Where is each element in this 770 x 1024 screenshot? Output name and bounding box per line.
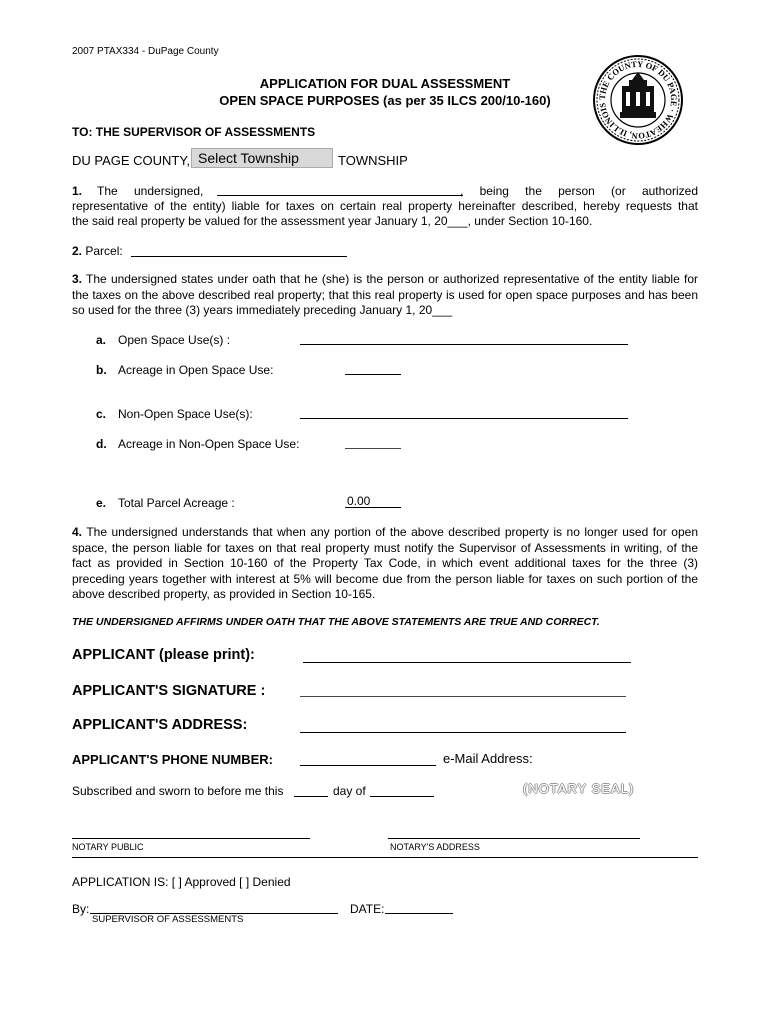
non-open-space-acreage-label: Acreage in Non-Open Space Use: bbox=[118, 437, 300, 451]
parcel-line[interactable] bbox=[131, 256, 347, 257]
sworn-text: Subscribed and sworn to before me this bbox=[72, 784, 284, 798]
total-acreage-label: Total Parcel Acreage : bbox=[118, 496, 235, 510]
total-acreage-line[interactable] bbox=[345, 507, 401, 508]
sworn-month-line[interactable] bbox=[370, 796, 434, 797]
item1-line3: the said real property be valued for the assessment year January 1, 20___, under Section 10-160. bbox=[72, 214, 593, 228]
applicant-phone-line[interactable] bbox=[300, 765, 436, 766]
page-title: APPLICATION FOR DUAL ASSESSMENT bbox=[259, 76, 511, 91]
township-select[interactable]: Select Township bbox=[191, 148, 333, 168]
sworn-day-line[interactable] bbox=[294, 796, 328, 797]
seal-lettering: THE COUNTY OF DU PAGE · WHEATON, ILLINOIS bbox=[596, 58, 680, 142]
date-label: DATE: bbox=[350, 902, 385, 916]
to-supervisor: TO: THE SUPERVISOR OF ASSESSMENTS bbox=[72, 125, 316, 139]
notary-address-label: NOTARY'S ADDRESS bbox=[390, 842, 480, 852]
open-space-acreage-line[interactable] bbox=[345, 374, 401, 375]
open-space-use-label: Open Space Use(s) : bbox=[118, 333, 231, 347]
item3-paragraph: 3. The undersigned states under oath that he (she) is the person or authorized representative of the entity liable for the taxes on the above described real property; that this real property is used for open space purposes and has been so used for the three (3) years immediately preceding January 1, 20___ bbox=[72, 272, 698, 317]
parcel-label: 2. Parcel: bbox=[72, 244, 123, 258]
applicant-print-label: APPLICANT (please print): bbox=[72, 647, 255, 663]
applicant-address-label: APPLICANT'S ADDRESS: bbox=[72, 717, 248, 733]
notary-public-label: NOTARY PUBLIC bbox=[72, 842, 144, 852]
supervisor-label: SUPERVISOR OF ASSESSMENTS bbox=[92, 914, 244, 925]
non-open-space-use-label: Non-Open Space Use(s): bbox=[118, 407, 253, 421]
affirmation: THE UNDERSIGNED AFFIRMS UNDER OATH THAT THE ABOVE STATEMENTS ARE TRUE AND CORRECT. bbox=[72, 616, 600, 628]
county-seal-icon bbox=[592, 54, 684, 146]
item1-line2: representative of the entity) liable for taxes on certain real property hereinafter described, hereby requests that bbox=[72, 199, 698, 213]
by-label: By: bbox=[72, 902, 90, 916]
open-space-use-line[interactable] bbox=[300, 344, 628, 345]
item4-paragraph: 4. The undersigned understands that when any portion of the above described property is no longer used for open space, the person liable for taxes on that real property must notify the Supervisor of Assessments in writing, of the fact as provided in Section 10-160 of the Property Tax Code, in which event additional taxes for the three (3) preceding years together with interest at 5% will become due from the person liable for taxes on such portion of the above described property, as provided in Section 10-165. bbox=[72, 525, 698, 601]
notary-address-line[interactable] bbox=[388, 838, 640, 839]
email-label: e-Mail Address: bbox=[443, 751, 533, 766]
notary-public-line[interactable] bbox=[72, 838, 310, 839]
item1-line1: 1. The undersigned, , being the person (or authorized bbox=[72, 184, 698, 198]
applicant-signature-line[interactable] bbox=[300, 696, 626, 697]
county-prefix: DU PAGE COUNTY, bbox=[72, 153, 190, 168]
total-acreage-value: 0.00 bbox=[347, 494, 371, 508]
applicant-print-line[interactable] bbox=[303, 662, 631, 663]
open-space-acreage-label: Acreage in Open Space Use: bbox=[118, 363, 274, 377]
item1-num: 1. bbox=[72, 184, 83, 198]
form-id: 2007 PTAX334 - DuPage County bbox=[72, 46, 219, 57]
non-open-space-use-line[interactable] bbox=[300, 418, 628, 419]
date-line[interactable] bbox=[385, 913, 453, 914]
page-subtitle: OPEN SPACE PURPOSES (as per 35 ILCS 200/10-160) bbox=[219, 93, 551, 108]
divider bbox=[72, 857, 698, 858]
notary-seal-label: (NOTARY SEAL) bbox=[523, 781, 635, 796]
applicant-phone-label: APPLICANT'S PHONE NUMBER: bbox=[72, 752, 273, 767]
sworn-day-of: day of bbox=[333, 784, 366, 798]
township-suffix: TOWNSHIP bbox=[338, 153, 408, 168]
application-status: APPLICATION IS: [ ] Approved [ ] Denied bbox=[72, 875, 291, 889]
applicant-address-line[interactable] bbox=[300, 732, 626, 733]
undersigned-name-line[interactable] bbox=[217, 195, 463, 196]
applicant-signature-label: APPLICANT'S SIGNATURE : bbox=[72, 683, 266, 699]
non-open-space-acreage-line[interactable] bbox=[345, 448, 401, 449]
